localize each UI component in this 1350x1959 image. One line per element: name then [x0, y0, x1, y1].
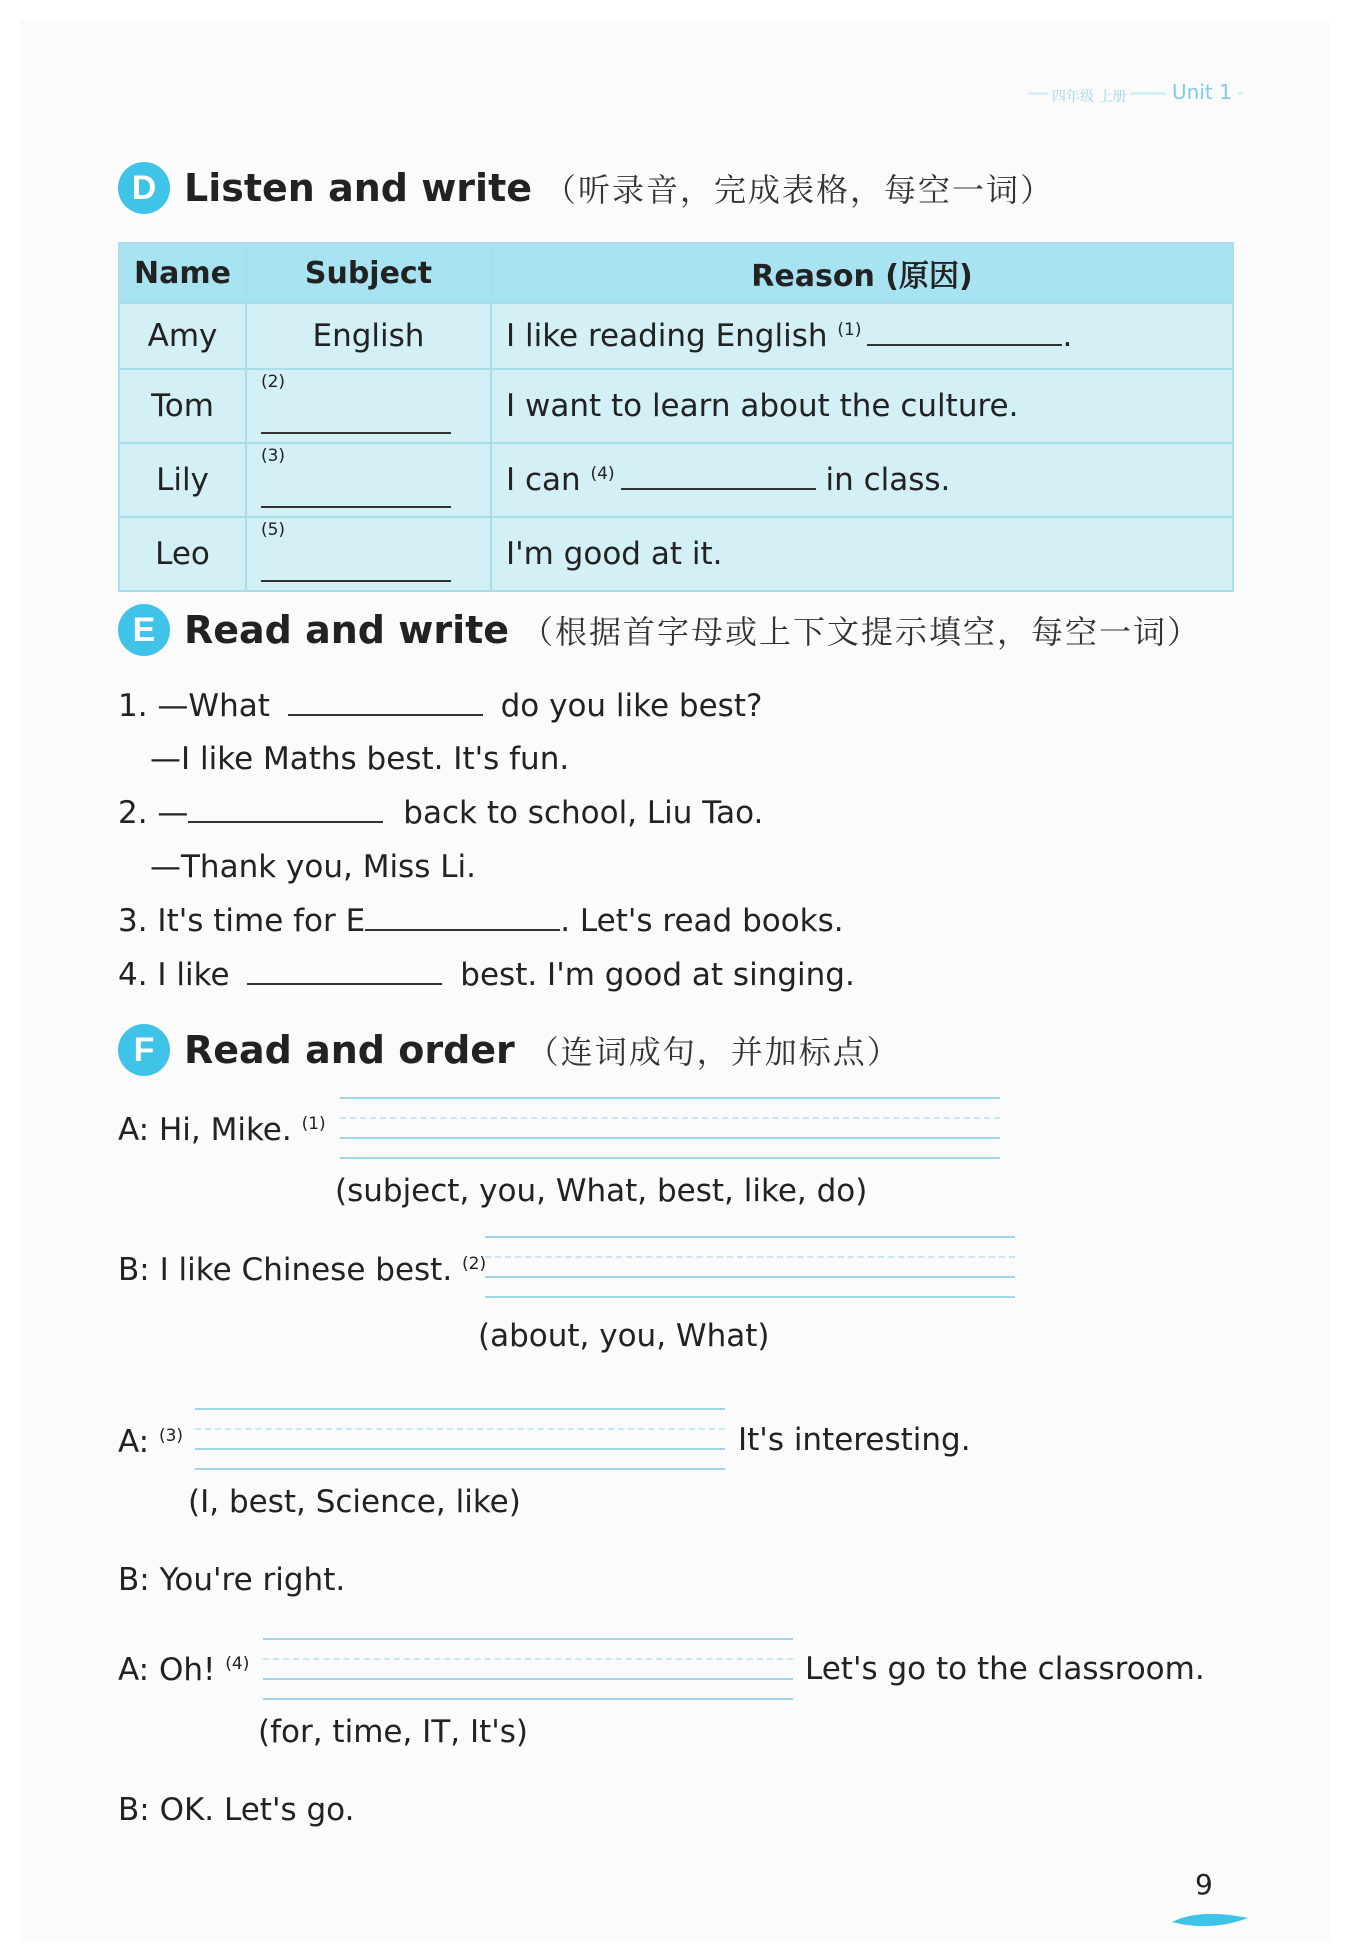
- unit-label: Unit 1: [1166, 80, 1238, 104]
- section-f-badge: F: [118, 1024, 170, 1076]
- word-hint-2: (about, you, What): [478, 1318, 770, 1354]
- word-hint-1: (subject, you, What, best, like, do): [335, 1173, 868, 1209]
- blank-number: (1): [301, 1113, 326, 1134]
- dialogue-line-a2: [118, 1424, 189, 1460]
- dialogue-text: A: Oh!: [118, 1652, 216, 1688]
- answer-blank[interactable]: [261, 406, 451, 434]
- blank-number: (3): [158, 1425, 184, 1446]
- writing-lines[interactable]: [195, 1408, 725, 1470]
- dialogue-tail-a3: Let's go to the classroom.: [805, 1651, 1205, 1687]
- answer-blank[interactable]: [261, 480, 451, 508]
- question-text: . Let's read books.: [560, 903, 844, 939]
- question-2: [118, 795, 763, 831]
- row-subject: English: [246, 303, 491, 369]
- header-subject: Subject: [246, 243, 491, 303]
- blank-number: (5): [260, 519, 286, 540]
- row-reason: I'm good at it.: [491, 517, 1233, 591]
- answer-blank[interactable]: [188, 795, 383, 823]
- reason-text: I like reading English: [505, 318, 828, 354]
- blank-number: (1): [837, 319, 862, 340]
- blank-number: (2): [462, 1253, 487, 1274]
- table-header-row: [119, 243, 1233, 303]
- grade-label: 四年级 上册: [1048, 86, 1130, 106]
- page-header: [1028, 80, 1243, 106]
- page-number: 9: [1195, 1868, 1213, 1901]
- section-d-title: Listen and write: [184, 166, 533, 210]
- answer-blank[interactable]: [867, 318, 1062, 346]
- row-name: Leo: [119, 517, 246, 591]
- question-text: 2. —: [118, 795, 189, 831]
- question-text: best. I'm good at singing.: [460, 957, 855, 993]
- dialogue-text: B: I like Chinese best.: [118, 1252, 453, 1288]
- writing-lines[interactable]: [263, 1638, 793, 1700]
- question-text: 3. It's time for E: [118, 903, 366, 939]
- table-row: [119, 369, 1233, 443]
- question-2-reply: —Thank you, Miss Li.: [150, 849, 476, 885]
- row-subject: [246, 369, 491, 443]
- section-f-title: Read and order: [184, 1028, 515, 1072]
- section-d-instruction: （听录音，完成表格，每空一词）: [544, 171, 1055, 209]
- section-f-heading: [118, 1024, 901, 1076]
- section-e-badge: E: [118, 604, 170, 656]
- reason-text-post: in class.: [825, 462, 951, 498]
- dialogue-line-b3: B: OK. Let's go.: [118, 1792, 355, 1828]
- question-text: 1. —What: [118, 688, 270, 724]
- section-d-badge: D: [118, 162, 170, 214]
- dialogue-tail-a2: It's interesting.: [738, 1422, 971, 1458]
- blank-number: (3): [260, 445, 286, 466]
- table-row: [119, 517, 1233, 591]
- dialogue-text: A:: [118, 1424, 150, 1460]
- row-name: Tom: [119, 369, 246, 443]
- question-4: [118, 957, 855, 993]
- answer-blank[interactable]: [247, 957, 442, 985]
- header-name: Name: [119, 243, 246, 303]
- reason-text: I can: [505, 462, 581, 498]
- word-hint-3: (I, best, Science, like): [188, 1484, 521, 1520]
- table-row: [119, 443, 1233, 517]
- section-f-instruction: （连词成句，并加标点）: [526, 1033, 901, 1071]
- writing-lines[interactable]: [340, 1097, 1000, 1159]
- reason-text-post: .: [1062, 318, 1073, 354]
- header-reason: Reason (原因): [491, 243, 1233, 303]
- section-e-heading: [118, 604, 1201, 656]
- writing-lines[interactable]: [485, 1236, 1015, 1298]
- page-swoosh-decoration: [1170, 1908, 1250, 1932]
- word-hint-4: (for, time, IT, It's): [258, 1714, 529, 1750]
- row-name: Lily: [119, 443, 246, 517]
- section-e-instruction: （根据首字母或上下文提示填空，每空一词）: [521, 613, 1202, 651]
- row-reason: [491, 303, 1233, 369]
- row-reason: [491, 443, 1233, 517]
- listen-table: [118, 242, 1234, 592]
- section-d-heading: [118, 162, 1054, 214]
- row-subject: [246, 517, 491, 591]
- blank-number: (4): [590, 463, 615, 484]
- blank-number: (2): [260, 371, 286, 392]
- dialogue-line-a3: [118, 1652, 255, 1688]
- question-text: do you like best?: [500, 688, 763, 724]
- answer-blank[interactable]: [365, 903, 560, 931]
- section-e-title: Read and write: [184, 608, 510, 652]
- dialogue-line-b1: [118, 1252, 492, 1288]
- dialogue-line-b2: B: You're right.: [118, 1562, 346, 1598]
- question-text: 4. I like: [118, 957, 230, 993]
- question-1: [118, 688, 762, 724]
- answer-blank[interactable]: [288, 688, 483, 716]
- blank-number: (4): [225, 1653, 250, 1674]
- row-subject: [246, 443, 491, 517]
- answer-blank[interactable]: [261, 554, 451, 582]
- row-name: Amy: [119, 303, 246, 369]
- dialogue-line-a1: [118, 1112, 332, 1148]
- question-1-reply: —I like Maths best. It's fun.: [150, 741, 570, 777]
- question-3: [118, 903, 844, 939]
- question-text: back to school, Liu Tao.: [403, 795, 764, 831]
- answer-blank[interactable]: [621, 462, 816, 490]
- row-reason: I want to learn about the culture.: [491, 369, 1233, 443]
- table-row: [119, 303, 1233, 369]
- dialogue-text: A: Hi, Mike.: [118, 1112, 292, 1148]
